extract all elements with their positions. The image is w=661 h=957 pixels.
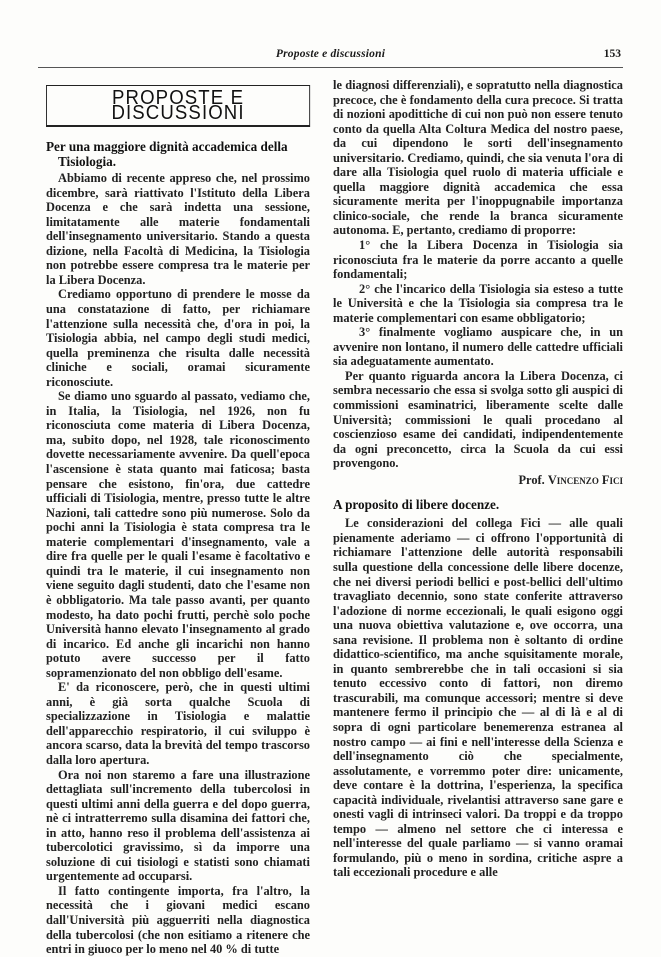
signature-name: Vincenzo Fici <box>547 472 623 487</box>
page-header <box>38 44 623 66</box>
article-title: A proposito di libere docenze. <box>333 497 500 513</box>
paragraph: Se diamo uno sguardo al passato, vediamo che, in Italia, la Tisiologia, nel 1926, non fu riconosciuta come materia di Libera Docenza, ma, subito dopo, nel 1928, tale riconoscimento dovette necessariamente avvenire. Da quell'epoca l'ascensione è stata quanto mai faticosa; basta pensare che esistono, fin'ora, due cattedre ufficiali di Tisiologia, mentre, presso tutte le altre Nazioni, tali cattedre sono più numerose. Solo da pochi anni la Tisiologia è stata compresa tra le materie complementari d'insegnamento, vale a dire fra quelle per le quali l'esame è facoltativo e quindi tra le materie, il cui insegnamento non viene seguito dagli studenti, dato che l'esame non è obbligatorio. Ma tale passo avanti, per quanto modesto, ha dato pochi frutti, perchè solo poche Università hanno elevato l'insegnamento al grado di incarico. Ed anche gli incarichi non hanno potuto avere successo per il fatto sopramenzionato del non obbligo dell'esame. <box>46 389 310 680</box>
paragraph: Ora noi non staremo a fare una illustrazione dettagliata sull'incremento della tubercolosi in questi ultimi anni della guerra e del dopo guerra, nè ci intratterremo sulla disamina dei fattori che, in atto, hanno reso il problema dell'assistenza ai tubercolotici gravissimo, sì da imporre una soluzione di cui tisiologi e statisti sono chiamati urgentemente ad occuparsi. <box>46 767 310 884</box>
signature-prefix: Prof. <box>518 472 545 487</box>
paragraph: Crediamo opportuno di prendere le mosse da una constatazione di fatto, per richiamare l'attenzione sulla necessità che, d'ora in poi, la Tisiologia abbia, nel campo degli studi medici, quella preminenza che risulta dalle necessità cliniche e sociali, oramai sicuramente riconosciute. <box>46 287 310 389</box>
paragraph: Per quanto riguarda ancora la Libera Docenza, ci sembra necessario che essa si svolga sotto gli auspici di commissioni esaminatrici, liberamente scelte dalle Università; commissioni le quali procedano al coscienzioso esame dei candidati, indipendentemente da ogni preconcetto, circa la Scuola da cui essi provengono. <box>333 368 623 471</box>
paragraph: E' da riconoscere, però, che in questi ultimi anni, è già sorta qualche Scuola di specializzazione in Tisiologia e malattie dell'apparecchio respiratorio, il cui sviluppo è ancora scarso, data la brevità del tempo trascorso dalla loro apertura. <box>46 680 310 767</box>
running-title: Proposte e discussioni <box>275 48 386 60</box>
proposal-item: 1° che la Libera Docenza in Tisiologia sia riconosciuta fra le materie da porre accanto a quelle fondamentali; <box>333 238 623 282</box>
proposal-item: 2° che l'incarico della Tisiologia sia esteso a tutte le Università e che la Tisiologia sia compresa tra le materie complementari con esame obbligatorio; <box>333 281 623 325</box>
header-divider <box>38 67 623 68</box>
section-title-box: PROPOSTE E DISCUSSIONI <box>46 85 310 127</box>
right-column <box>333 78 623 880</box>
paragraph-continuation: le diagnosi differenziali), e sopratutto nella diagnostica precoce, che è fondamento della cura precoce. Si tratta di nozioni apodittiche di cui non può non essere tenuto conto da quella Alta Coltura Medica del nostro paese, da cui dipendono le sorti dell'insegnamento universitario. Crediamo, quindi, che sia venuta l'ora di dare alla Tisiologia quel ruolo di materia ufficiale e quella maggiore dignità accademica che essa sicuramente merita per l'inoppugnabile importanza clinico-sociale, che rende la branca sicuramente autonoma. E, pertanto, crediamo di proporre: <box>333 78 623 238</box>
paragraph: Il fatto contingente importa, fra l'altro, la necessità che i giovani medici escano dall'Università più agguerriti nella diagnostica della tubercolosi (che non esitiamo a ritenere che entri in giuoco per lo meno nel 40 % di tutte <box>46 883 310 957</box>
proposal-item: 3° finalmente vogliamo auspicare che, in un avvenire non lontano, il numero delle cattedre ufficiali sia adeguatamente aumentato. <box>333 325 623 369</box>
author-signature <box>333 473 623 488</box>
page-number: 153 <box>603 48 621 60</box>
article-title: Per una maggiore dignità accademica della Tisiologia. <box>46 139 288 170</box>
paragraph: Abbiamo di recente appreso che, nel prossimo dicembre, sarà riattivato l'Istituto della Libera Docenza e che sarà indetta una sessione, limitatamente alle materie fondamentali dell'insegnamento universitario. Stando a questa dizione, nella Facoltà di Medicina, la Tisiologia non potrebbe essere compresa tra le materie per la Libera Docenza. <box>46 171 310 287</box>
left-column <box>46 83 310 957</box>
paragraph: Le considerazioni del collega Fici — alle quali pienamente aderiamo — ci offrono l'opportunità di richiamare l'attenzione delle autorità responsabili sulla questione della concessione delle libere docenze, che nei diversi periodi bellici e post-bellici dell'ultimo travagliato decennio, sono state conferite attraverso l'adozione di norme eccezionali, le quali esigono oggi una nuova obiettiva valutazione e, ove occorra, una sana revisione. Il problema non è soltanto di ordine didattico-scientifico, ma anche squisitamente morale, in quanto sembrerebbe che in tali occasioni si sia tenuto eccessivo conto di fattori, non diremo trascurabili, ma comunque accessori; mentre si deve mantenere fermo il principio che — al di là e al di sopra di ogni particolare benemerenza estranea al nostro campo — ai fini e nell'interesse della Scienza e dell'insegnamento ciò che specialmente, assolutamente, e vorremmo poter dire: unicamente, deve contare è la dottrina, l'esperienza, la specifica capacità individuale, rivelantisi attraverso sane gare e onesti vagli di intrinseci valori. Da troppi e da troppo tempo — almeno nel settore che ci interessa e nell'interesse del quale parliamo — si vanno oramai formulando, più o meno in sordina, critiche aspre a tali eccezionali procedure e alle <box>333 516 623 880</box>
